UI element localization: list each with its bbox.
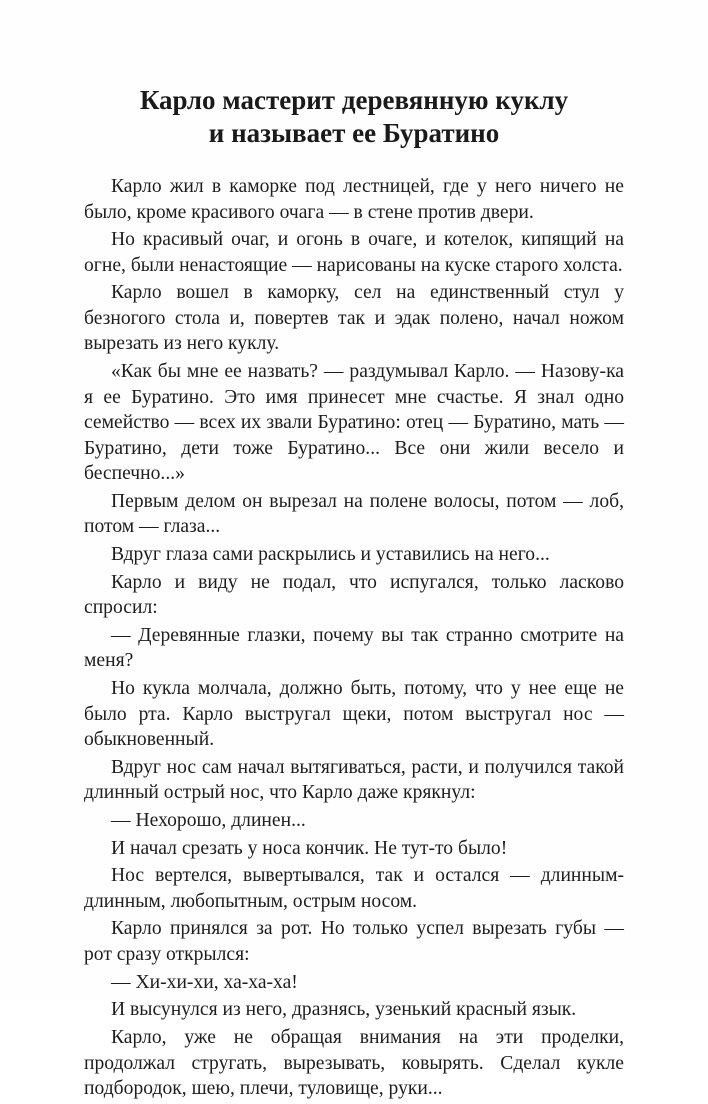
paragraph: И начал срезать у носа кончик. Не тут-то было! — [111, 837, 508, 859]
paragraph: Нос вертелся, вывертывался, так и остался — длинным-длинным, любопытным, острым носом. — [84, 865, 624, 912]
paragraph: — Деревянные глазки, почему вы так странно смотрите на меня? — [84, 624, 624, 672]
paragraph: Карло жил в каморке под лестницей, где у него ничего не было, кроме красивого очага — в стене против двери. — [84, 176, 624, 223]
paragraph: Карло вошел в каморку, сел на единственный стул у безногого стола и, повертев так и эдак полено, начал ножом вырезать из него куклу. — [84, 282, 624, 355]
paragraph: Карло и виду не подал, что испугался, только ласково спросил: — [84, 571, 624, 619]
chapter-title-line-2: и называет ее Буратино — [208, 118, 500, 148]
paragraph: И высунулся из него, дразнясь, узенький красный язык. — [111, 999, 577, 1021]
paragraph: Карло, уже не обращая внимания на эти проделки, продолжал стругать, вырезывать, ковырять. Сделал кукле подбородок, шею, плечи, туловище, руки... — [84, 1027, 624, 1099]
chapter-body — [84, 174, 624, 1104]
chapter-title-line-1: Карло мастерит деревянную куклу — [139, 85, 569, 115]
paragraph: — Хи-хи-хи, ха-ха-ха! — [111, 971, 298, 993]
paragraph: «Как бы мне ее назвать? — раздумывал Карло. — Назову-ка я ее Буратино. Это имя принесет мне счастье. Я знал одно семейство — всех их звали Буратино: отец — Буратино, мать — Буратино, дети тоже Буратино... Все они жили весело и беспечно...» — [84, 361, 624, 485]
paragraph: Вдруг глаза сами раскрылись и уставились на него... — [111, 543, 550, 565]
chapter-title — [0, 84, 708, 150]
paragraph: Первым делом он вырезал на полене волосы, потом — лоб, потом — глаза... — [84, 490, 624, 538]
paragraph: Вдруг нос сам начал вытягиваться, расти, и получился такой длинный острый нос, что Карло даже крякнул: — [84, 756, 624, 804]
paragraph: — Нехорошо, длинен... — [111, 809, 306, 831]
paragraph: Карло принялся за рот. Но только успел вырезать губы — рот сразу открылся: — [84, 918, 624, 965]
paragraph: Но красивый очаг, и огонь в очаге, и котелок, кипящий на огне, были ненастоящие — нарисованы на куске старого холста. — [84, 229, 624, 276]
paragraph: Но кукла молчала, должно быть, потому, что у нее еще не было рта. Карло выстругал щеки, потом выстругал нос — обыкновенный. — [84, 678, 624, 750]
